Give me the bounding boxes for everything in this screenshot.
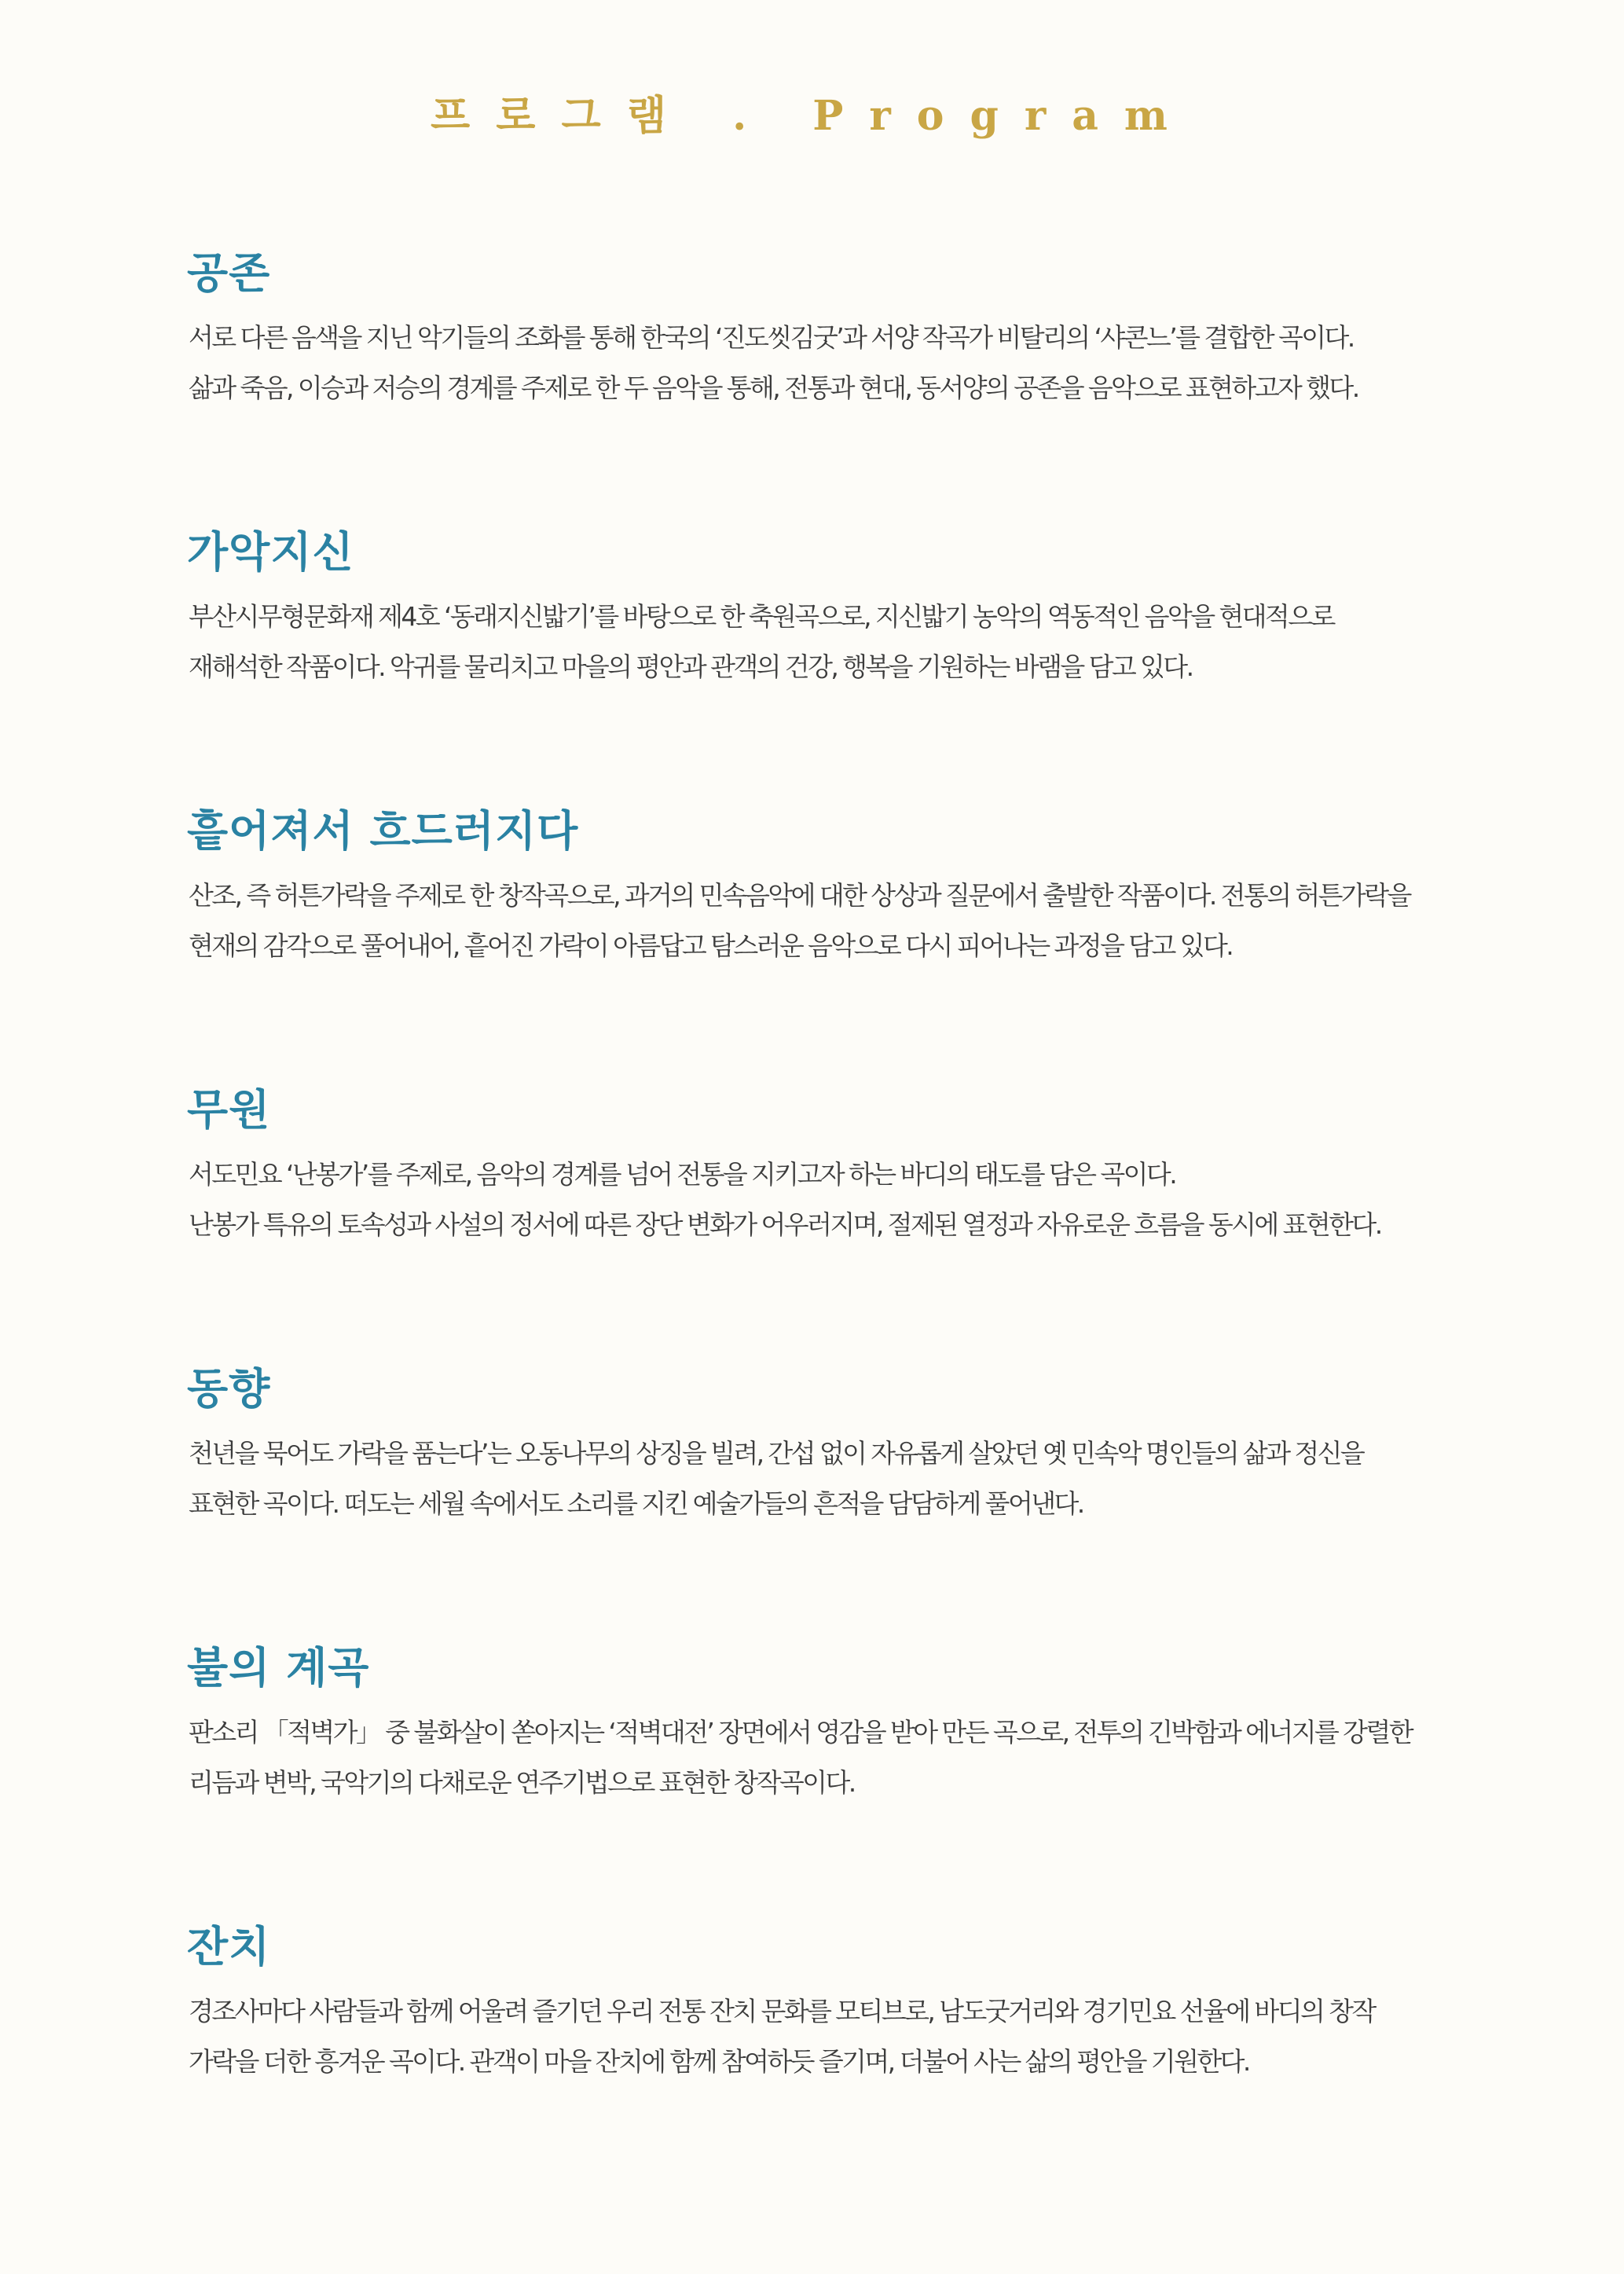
program-title: 불의 계곡: [187, 1643, 370, 1693]
program-item-donghyang: [187, 1358, 1444, 1637]
description-line: 부산시무형문화재 제4호 ‘동래지신밟기’를 바탕으로 한 축원곡으로, 지신밟기 농악의 역동적인 음악을 현대적으로: [189, 601, 1334, 632]
program-title: 흩어져서 흐드러지다: [187, 806, 579, 856]
program-title: 공존: [187, 248, 271, 298]
program-item-gongjon: [187, 242, 1444, 521]
description-line: 천년을 묵어도 가락을 품는다’는 오동나무의 상징을 빌려, 간섭 없이 자유롭게 살았던 옛 민속악 명인들의 삶과 정신을: [189, 1438, 1364, 1469]
program-title: 가악지신: [187, 527, 354, 577]
description-line: 난봉가 특유의 토속성과 사설의 정서에 따른 장단 변화가 어우러지며, 절제된 열정과 자유로운 흐름을 동시에 표현한다.: [189, 1209, 1381, 1240]
program-description: [189, 313, 1444, 413]
program-item-gaakjisin: [187, 521, 1444, 800]
description-line: 리듬과 변박, 국악기의 다채로운 연주기법으로 표현한 창작곡이다.: [189, 1767, 855, 1798]
description-line: 서도민요 ‘난봉가’를 주제로, 음악의 경계를 넘어 전통을 지키고자 하는 바디의 태도를 담은 곡이다.: [189, 1159, 1176, 1190]
description-line: 현재의 감각으로 풀어내어, 흩어진 가락이 아름답고 탐스러운 음악으로 다시 피어나는 과정을 담고 있다.: [189, 930, 1233, 961]
description-line: 표현한 곡이다. 떠도는 세월 속에서도 소리를 지킨 예술가들의 흔적을 담담하게 풀어낸다.: [189, 1488, 1083, 1519]
program-description: [189, 871, 1444, 971]
description-line: 가락을 더한 흥겨운 곡이다. 관객이 마을 잔치에 함께 참여하듯 즐기며, 더불어 사는 삶의 평안을 기원한다.: [189, 2046, 1249, 2077]
program-title: 동향: [187, 1364, 271, 1414]
description-line: 서로 다른 음색을 지닌 악기들의 조화를 통해 한국의 ‘진도씻김굿’과 서양 작곡가 비탈리의 ‘샤콘느’를 결합한 곡이다.: [189, 322, 1354, 353]
program-description: [189, 1986, 1444, 2087]
program-description: [189, 1429, 1444, 1529]
program-description: [189, 1707, 1444, 1808]
program-item-janchi: [187, 1916, 1444, 2195]
description-line: 삶과 죽음, 이승과 저승의 경계를 주제로 한 두 음악을 통해, 전통과 현대, 동서양의 공존을 음악으로 표현하고자 했다.: [189, 372, 1358, 403]
description-line: 산조, 즉 허튼가락을 주제로 한 창작곡으로, 과거의 민속음악에 대한 상상과 질문에서 출발한 작품이다. 전통의 허튼가락을: [189, 880, 1410, 911]
program-item-bului-gyegok: [187, 1637, 1444, 1916]
program-list: [187, 242, 1444, 2195]
description-line: 재해석한 작품이다. 악귀를 물리치고 마을의 평안과 관객의 건강, 행복을 기원하는 바램을 담고 있다.: [189, 651, 1193, 682]
description-line: 경조사마다 사람들과 함께 어울려 즐기던 우리 전통 잔치 문화를 모티브로, 남도굿거리와 경기민요 선율에 바디의 창작: [189, 1996, 1375, 2026]
description-line: 판소리 「적벽가」 중 불화살이 쏟아지는 ‘적벽대전’ 장면에서 영감을 받아 만든 곡으로, 전투의 긴박함과 에너지를 강렬한: [189, 1717, 1412, 1748]
page-title: 프로그램 . Program: [431, 92, 1193, 140]
program-title: 무원: [187, 1085, 271, 1135]
program-description: [189, 1150, 1444, 1250]
program-description: [189, 592, 1444, 692]
program-item-heuteojyeoseo: [187, 800, 1444, 1079]
program-item-muwon: [187, 1079, 1444, 1358]
program-title: 잔치: [187, 1922, 271, 1971]
